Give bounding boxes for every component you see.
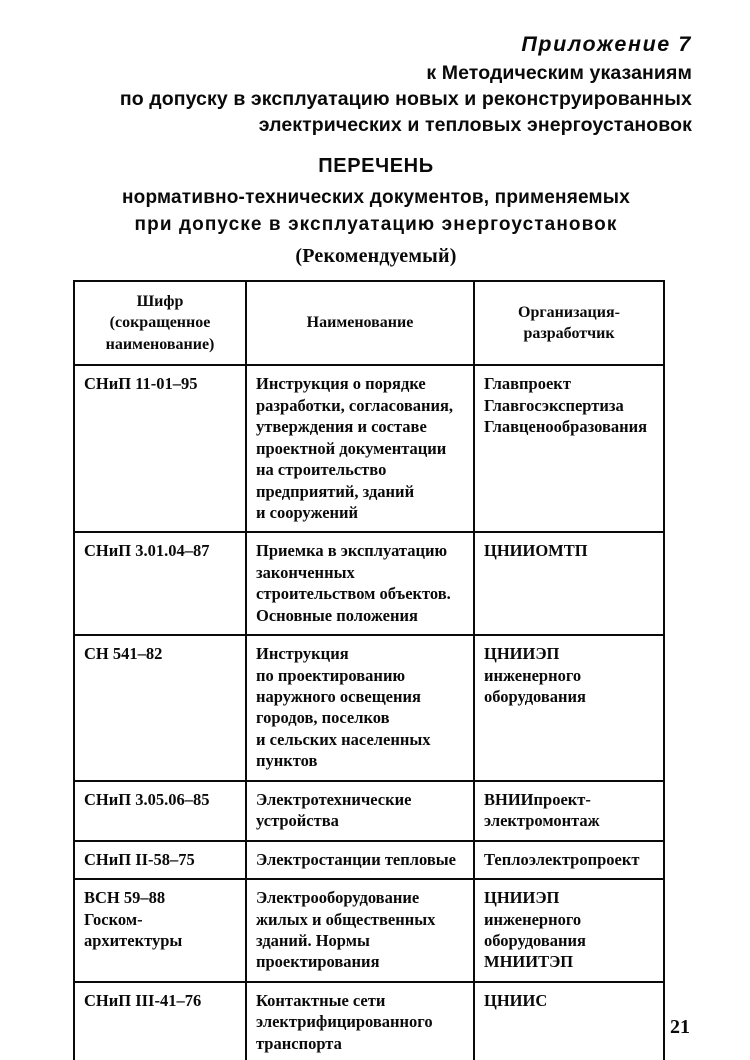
cell-org <box>474 781 664 841</box>
table-row <box>74 879 664 982</box>
cell-org-lines <box>484 887 654 973</box>
table-row <box>74 365 664 532</box>
cell-code <box>74 781 246 841</box>
text-line: Электростанции тепловые <box>256 849 456 869</box>
table-body <box>74 365 664 1060</box>
cell-org <box>474 635 664 781</box>
column-header-name <box>246 281 474 365</box>
page-title: ПЕРЕЧЕНЬ <box>318 155 434 177</box>
text-line: Основные положения <box>256 605 418 625</box>
text-line: и сооружений <box>256 502 359 522</box>
cell-name-lines <box>256 643 464 772</box>
cell-name <box>246 365 474 532</box>
appendix-title: Приложение 7 <box>521 32 692 56</box>
text-line: пунктов <box>256 751 318 771</box>
text-line: Шифр <box>136 293 184 310</box>
page-number: 21 <box>670 1016 690 1038</box>
column-header-code <box>74 281 246 365</box>
text-line: по проектированию <box>256 665 406 685</box>
text-line: Главценообразования <box>484 417 648 437</box>
table-row <box>74 635 664 781</box>
page-subtitle-line-1: нормативно-технических документов, применяемых <box>122 187 630 208</box>
text-line: ЦНИИОМТП <box>484 541 588 561</box>
cell-org-lines <box>484 540 654 561</box>
cell-name <box>246 781 474 841</box>
cell-org-lines <box>484 373 654 437</box>
text-line: Главпроект <box>484 374 571 394</box>
text-line: СНиП 3.01.04–87 <box>84 541 210 561</box>
cell-name <box>246 841 474 879</box>
cell-org-lines <box>484 990 654 1011</box>
cell-org-lines <box>484 849 654 870</box>
text-line: городов, поселков <box>256 708 390 728</box>
cell-code-lines <box>84 849 236 870</box>
cell-code <box>74 635 246 781</box>
appendix-subtitle-line-2: по допуску в эксплуатацию новых и реконструированных <box>119 88 692 111</box>
cell-code-lines <box>84 643 236 664</box>
text-line: оборудования <box>484 687 586 706</box>
cell-code <box>74 982 246 1060</box>
cell-org-lines <box>484 789 654 832</box>
text-line: Главгосэкспертиза <box>484 395 624 415</box>
cell-code-lines <box>84 540 236 561</box>
text-line: Приемка в эксплуатацию <box>256 541 448 561</box>
text-line: инженерного <box>484 665 582 685</box>
text-line: Электрооборудование <box>256 888 420 908</box>
cell-code <box>74 365 246 532</box>
text-line: Наименование <box>306 314 414 332</box>
text-line: проектирования <box>256 952 380 972</box>
text-line: Электротехнические <box>256 789 412 809</box>
column-header-org <box>474 281 664 365</box>
cell-org <box>474 841 664 879</box>
table-header-row <box>74 281 664 365</box>
cell-name <box>246 879 474 982</box>
cell-code <box>74 532 246 635</box>
text-line: наименование) <box>105 335 215 353</box>
text-line: утверждения и составе <box>256 417 427 437</box>
text-line: ВНИИпроект- <box>484 789 591 809</box>
text-line: МНИИТЭП <box>484 952 574 972</box>
table-row <box>74 841 664 879</box>
text-line: ВСН 59–88 <box>84 888 166 908</box>
appendix-header <box>60 30 692 139</box>
cell-code <box>74 879 246 982</box>
cell-name-lines <box>256 990 464 1054</box>
page-subtitle-line-2: при допуске в эксплуатацию энергоустановок <box>134 213 618 235</box>
table-header <box>74 281 664 365</box>
text-line: СНиП II-58–75 <box>84 849 195 869</box>
text-line: проектной документации <box>256 438 447 458</box>
table-row <box>74 781 664 841</box>
cell-code-lines <box>84 887 236 951</box>
text-line: Инструкция <box>256 644 349 664</box>
cell-org <box>474 365 664 532</box>
text-line: архитектуры <box>84 930 183 950</box>
text-line: (сокращенное <box>109 314 211 332</box>
table-row <box>74 982 664 1060</box>
text-line: предприятий, зданий <box>256 481 415 501</box>
text-line: на строительство <box>256 460 387 480</box>
cell-org <box>474 532 664 635</box>
text-line: Контактные сети <box>256 990 386 1010</box>
cell-name-lines <box>256 373 464 523</box>
text-line: ЦНИИЭП <box>484 888 560 908</box>
cell-name <box>246 982 474 1060</box>
cell-name-lines <box>256 849 464 870</box>
cell-code-lines <box>84 789 236 810</box>
cell-code <box>74 841 246 879</box>
cell-name-lines <box>256 789 464 832</box>
normative-documents-table <box>73 280 665 1060</box>
text-line: СН 541–82 <box>84 644 163 664</box>
text-line: СНиП III-41–76 <box>84 990 202 1010</box>
cell-name-lines <box>256 540 464 626</box>
text-line: разработчик <box>523 325 615 343</box>
cell-org-lines <box>484 643 654 707</box>
text-line: СНиП 3.05.06–85 <box>84 789 210 809</box>
text-line: зданий. Нормы <box>256 930 370 950</box>
cell-name <box>246 532 474 635</box>
text-line: законченных <box>256 562 355 582</box>
cell-name <box>246 635 474 781</box>
text-line: разработки, согласования, <box>256 395 454 415</box>
text-line: ЦНИИЭП <box>484 644 560 664</box>
text-line: ЦНИИС <box>484 990 548 1010</box>
text-line: транспорта <box>256 1033 342 1053</box>
text-line: электромонтаж <box>484 811 600 831</box>
appendix-subtitle-line-1: к Методическим указаниям <box>426 62 692 85</box>
column-header-org-lines <box>481 302 657 345</box>
text-line: наружного освещения <box>256 687 421 706</box>
text-line: устройства <box>256 811 339 831</box>
text-line: жилых и общественных <box>256 909 436 929</box>
text-line: СНиП 11-01–95 <box>84 374 198 394</box>
text-line: оборудования <box>484 930 586 950</box>
column-header-code-lines <box>81 291 239 355</box>
table-row <box>74 532 664 635</box>
text-line: Инструкция о порядке <box>256 374 426 394</box>
text-line: и сельских населенных <box>256 729 431 749</box>
text-line: Госком- <box>84 909 143 929</box>
cell-code-lines <box>84 373 236 394</box>
text-line: строительством объектов. <box>256 584 451 604</box>
cell-org <box>474 982 664 1060</box>
document-title-block <box>60 155 692 268</box>
cell-code-lines <box>84 990 236 1011</box>
cell-org <box>474 879 664 982</box>
page-title-note: (Рекомендуемый) <box>295 244 457 267</box>
column-header-name-lines <box>253 312 467 333</box>
text-line: Теплоэлектропроект <box>484 849 640 869</box>
cell-name-lines <box>256 887 464 973</box>
text-line: Организация- <box>518 303 620 321</box>
appendix-subtitle-line-3: электрических и тепловых энергоустановок <box>258 113 692 136</box>
text-line: электрифицированного <box>256 1012 433 1032</box>
text-line: инженерного <box>484 909 582 929</box>
